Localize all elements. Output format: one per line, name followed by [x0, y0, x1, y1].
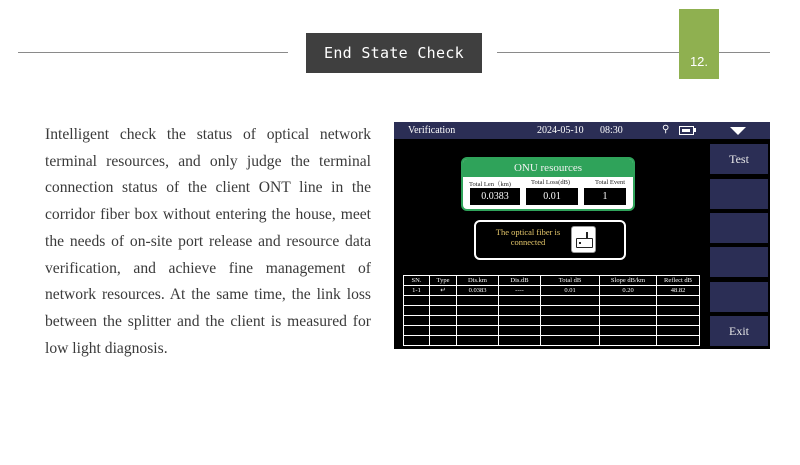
cell: 0.0383: [457, 286, 499, 296]
connection-message: The optical fiber is connected: [495, 227, 561, 247]
device-status-bar: [394, 122, 770, 139]
total-event-label: Total Event: [595, 179, 626, 186]
onu-resources-panel: [461, 157, 635, 211]
table-row[interactable]: [404, 306, 700, 316]
cell: 0.20: [600, 286, 657, 296]
dropdown-menu-icon[interactable]: [730, 127, 746, 135]
table-row[interactable]: [404, 316, 700, 326]
usb-icon: ⚲: [662, 124, 670, 135]
table-header-row: [404, 276, 700, 286]
router-icon: [571, 226, 596, 253]
total-loss-value: 0.01: [526, 188, 578, 205]
cell: 1-1: [404, 286, 430, 296]
cell: 0.01: [541, 286, 600, 296]
col-header-total-db: Total dB: [541, 276, 600, 286]
section-title: End State Check: [306, 33, 482, 73]
battery-icon: [679, 126, 694, 135]
side-button-5[interactable]: [710, 282, 768, 312]
total-length-label: Total Len（km): [469, 181, 511, 188]
device-screen: [394, 122, 770, 349]
screen-title: Verification: [408, 125, 456, 136]
header-rule-right: [497, 52, 770, 53]
battery-tip: [694, 128, 696, 132]
page-number-badge: 12.: [679, 9, 719, 79]
total-loss-label: Total Loss(dB): [531, 179, 571, 186]
total-event-value: 1: [584, 188, 626, 205]
col-header-sn: SN.: [404, 276, 430, 286]
status-time: 08:30: [600, 125, 623, 136]
col-header-dis-km: Dis.km: [457, 276, 499, 286]
table-row[interactable]: [404, 336, 700, 346]
col-header-type: Type: [430, 276, 457, 286]
col-header-slope: Slope dB/km: [600, 276, 657, 286]
col-header-dis-db: Dis.dB: [499, 276, 541, 286]
onu-panel-title: ONU resources: [463, 159, 633, 177]
side-button-2[interactable]: [710, 179, 768, 209]
event-table: [403, 275, 700, 346]
side-button-3[interactable]: [710, 213, 768, 243]
description-paragraph: Intelligent check the status of optical network terminal resources, and only judge the terminal connection status of the client ONT line in the corridor fiber box without entering the house, meet the needs of on-site port release and resource data verification, and achieve fine management of network resources. At the same time, the link loss between the splitter and the client is measured for low light diagnosis.: [45, 126, 371, 357]
status-date: 2024-05-10: [537, 125, 584, 136]
table-row[interactable]: [404, 296, 700, 306]
header-rule-left: [18, 52, 288, 53]
exit-button[interactable]: Exit: [710, 316, 768, 346]
total-length-value: 0.0383: [470, 188, 520, 205]
cell: 48.82: [657, 286, 700, 296]
table-row[interactable]: [404, 286, 700, 296]
side-button-4[interactable]: [710, 247, 768, 277]
table-row[interactable]: [404, 326, 700, 336]
event-type-icon: ↵: [430, 286, 457, 296]
cell: ----: [499, 286, 541, 296]
col-header-reflect: Reflect dB: [657, 276, 700, 286]
test-button[interactable]: Test: [710, 144, 768, 174]
connection-status-box: [474, 220, 626, 260]
